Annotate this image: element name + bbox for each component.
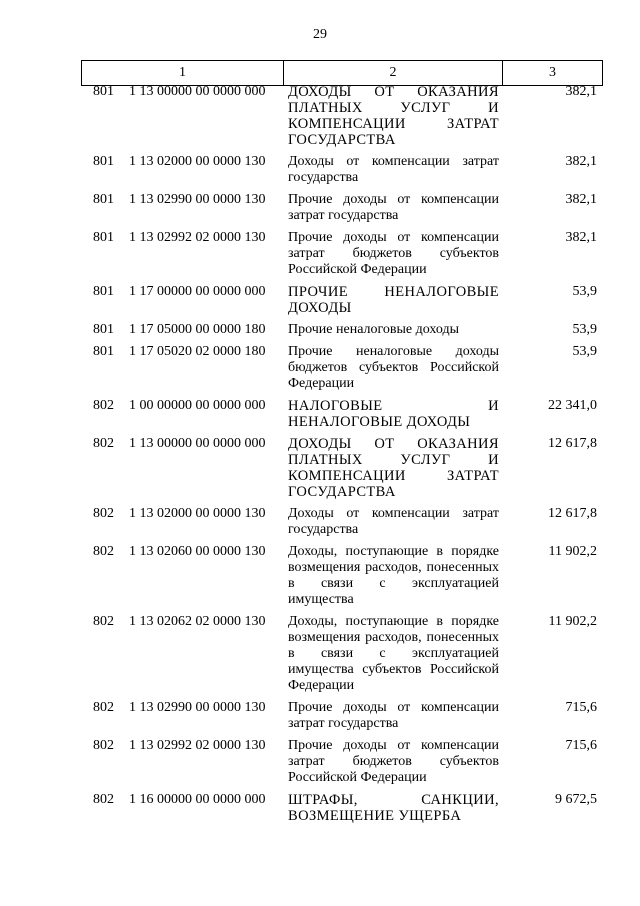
budget-code: 1 00 00000 00 0000 000 (129, 398, 266, 413)
table-row (0, 230, 640, 284)
income-name: Прочие доходы от компенсации затрат государства (288, 700, 499, 731)
amount: 382,1 (565, 230, 597, 245)
admin-code: 801 (93, 322, 114, 337)
budget-code: 1 13 02990 00 0000 130 (129, 192, 266, 207)
income-name: Доходы, поступающие в порядке возмещения расходов, понесенных в связи с эксплуатацией имущества (288, 544, 499, 607)
amount: 715,6 (565, 700, 597, 715)
income-name: Прочие неналоговые доходы бюджетов субъектов Российской Федерации (288, 344, 499, 391)
table-body (0, 84, 640, 830)
admin-code: 802 (93, 506, 114, 521)
amount: 382,1 (565, 192, 597, 207)
budget-code: 1 16 00000 00 0000 000 (129, 792, 266, 807)
amount: 11 902,2 (548, 544, 597, 559)
budget-code: 1 13 02990 00 0000 130 (129, 700, 266, 715)
table-row (0, 436, 640, 506)
table-row (0, 506, 640, 544)
amount: 382,1 (565, 84, 597, 99)
admin-code: 801 (93, 230, 114, 245)
admin-code: 802 (93, 614, 114, 629)
admin-code: 801 (93, 344, 114, 359)
table-row (0, 398, 640, 436)
income-name: ШТРАФЫ, САНКЦИИ, ВОЗМЕЩЕНИЕ УЩЕРБА (288, 792, 499, 824)
table-row (0, 284, 640, 322)
budget-code: 1 13 00000 00 0000 000 (129, 436, 266, 451)
amount: 715,6 (565, 738, 597, 753)
table-row (0, 792, 640, 830)
header-col-2: 2 (284, 61, 503, 85)
table-row (0, 544, 640, 614)
admin-code: 801 (93, 192, 114, 207)
admin-code: 802 (93, 398, 114, 413)
header-col-1: 1 (82, 61, 284, 85)
budget-code: 1 13 02060 00 0000 130 (129, 544, 266, 559)
table-row (0, 614, 640, 700)
income-name: Доходы, поступающие в порядке возмещения расходов, понесенных в связи с эксплуатацией имущества субъектов Российской Федерации (288, 614, 499, 693)
table-header (81, 60, 603, 86)
income-name: ДОХОДЫ ОТ ОКАЗАНИЯ ПЛАТНЫХ УСЛУГ И КОМПЕНСАЦИИ ЗАТРАТ ГОСУДАРСТВА (288, 436, 499, 500)
budget-code: 1 13 02000 00 0000 130 (129, 154, 266, 169)
table-row (0, 738, 640, 792)
income-name: Прочие доходы от компенсации затрат бюджетов субъектов Российской Федерации (288, 230, 499, 277)
admin-code: 802 (93, 544, 114, 559)
page-number: 29 (313, 27, 327, 42)
budget-code: 1 17 05020 02 0000 180 (129, 344, 266, 359)
amount: 382,1 (565, 154, 597, 169)
table-row (0, 344, 640, 398)
amount: 53,9 (572, 322, 597, 337)
budget-code: 1 13 02992 02 0000 130 (129, 230, 266, 245)
table-row (0, 192, 640, 230)
budget-code: 1 13 02992 02 0000 130 (129, 738, 266, 753)
amount: 11 902,2 (548, 614, 597, 629)
amount: 53,9 (572, 344, 597, 359)
amount: 53,9 (572, 284, 597, 299)
admin-code: 801 (93, 84, 114, 99)
admin-code: 802 (93, 738, 114, 753)
amount: 12 617,8 (548, 506, 597, 521)
income-name: Прочие доходы от компенсации затрат государства (288, 192, 499, 223)
header-col-3: 3 (549, 65, 556, 80)
table-row (0, 322, 640, 344)
table-row (0, 84, 640, 154)
admin-code: 802 (93, 792, 114, 807)
amount: 9 672,5 (555, 792, 597, 807)
income-name: ДОХОДЫ ОТ ОКАЗАНИЯ ПЛАТНЫХ УСЛУГ И КОМПЕНСАЦИИ ЗАТРАТ ГОСУДАРСТВА (288, 84, 499, 148)
income-name: Прочие неналоговые доходы (288, 322, 460, 337)
budget-code: 1 17 05000 00 0000 180 (129, 322, 266, 337)
amount: 22 341,0 (548, 398, 597, 413)
admin-code: 801 (93, 154, 114, 169)
budget-code: 1 13 02062 02 0000 130 (129, 614, 266, 629)
income-name: НАЛОГОВЫЕ И НЕНАЛОГОВЫЕ ДОХОДЫ (288, 398, 499, 430)
budget-code: 1 13 02000 00 0000 130 (129, 506, 266, 521)
income-name: Прочие доходы от компенсации затрат бюджетов субъектов Российской Федерации (288, 738, 499, 785)
admin-code: 802 (93, 436, 114, 451)
admin-code: 802 (93, 700, 114, 715)
income-name: ПРОЧИЕ НЕНАЛОГОВЫЕ ДОХОДЫ (288, 284, 499, 316)
budget-code: 1 13 00000 00 0000 000 (129, 84, 266, 99)
table-row (0, 154, 640, 192)
income-name: Доходы от компенсации затрат государства (288, 154, 499, 185)
income-name: Доходы от компенсации затрат государства (288, 506, 499, 537)
budget-code: 1 17 00000 00 0000 000 (129, 284, 266, 299)
amount: 12 617,8 (548, 436, 597, 451)
admin-code: 801 (93, 284, 114, 299)
table-row (0, 700, 640, 738)
